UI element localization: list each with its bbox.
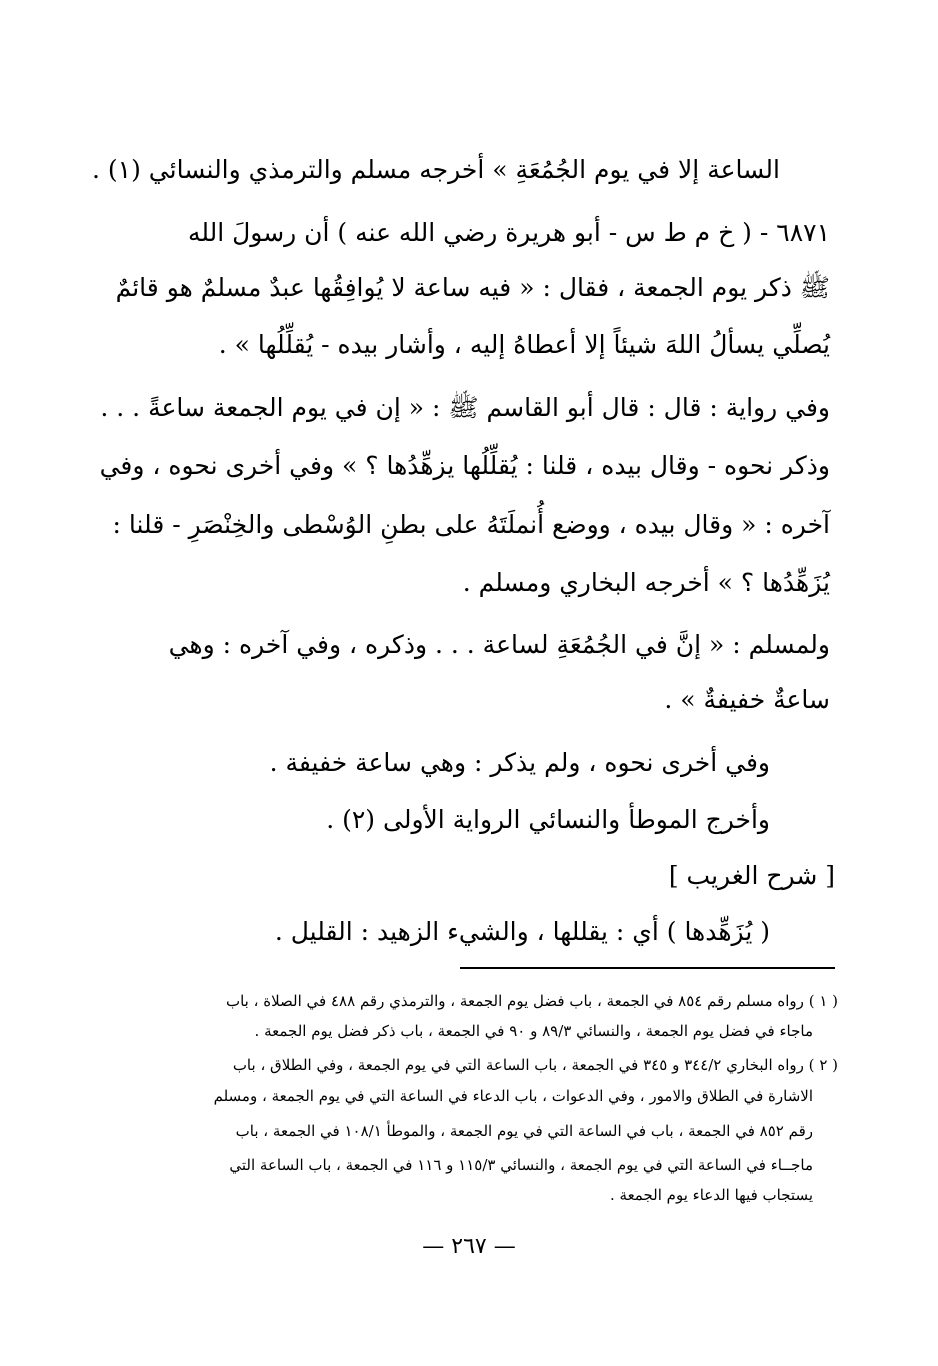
text-line: وأخرج الموطأ والنسائي الرواية الأولى (٢) . [326,805,770,834]
text-line: ولمسلم : « إنَّ في الجُمُعَةِ لساعة . . . وذكره ، وفي آخره : وهي [168,630,830,659]
footnote-line: رقم ٨٥٢ في الجمعة ، باب في الساعة التي في يوم الجمعة ، والموطأ ١٠٨/١ في الجمعة ، باب [235,1122,813,1140]
text-line: يُزَهِّدُها ؟ » أخرجه البخاري ومسلم . [462,568,830,597]
footnote-line: ماجــاء في الساعة التي في يوم الجمعة ، والنسائي ١١٥/٣ و ١١٦ في الجمعة ، باب الساعة التي [229,1156,813,1174]
footnote-divider [460,967,835,969]
text-line: ( يُزَهِّدها ) أي : يقللها ، والشيء الزهيد : القليل . [274,917,770,946]
footnote-line: ماجاء في فضل يوم الجمعة ، والنسائي ٨٩/٣ و ٩٠ في الجمعة ، باب ذكر فضل يوم الجمعة . [254,1022,813,1040]
page-number: — ٢٦٧ — [422,1234,516,1259]
text-line: ساعةٌ خفيفةٌ » . [664,685,830,714]
text-line: آخره : « وقال بيده ، ووضع أُنملَتَهُ على بطنِ الوُسْطى والخِنْصَرِ - قلنا : [112,510,830,539]
footnote-line: يستجاب فيها الدعاء يوم الجمعة . [609,1186,813,1204]
text-line: وفي رواية : قال : قال أبو القاسم ﷺ : « إن في يوم الجمعة ساعةً . . . [100,393,830,422]
section-heading: [ شرح الغريب ] [668,861,835,890]
footnote-line: ( ١ ) رواه مسلم رقم ٨٥٤ في الجمعة ، باب فضل يوم الجمعة ، والترمذي رقم ٤٨٨ في الصلاة ، باب [225,992,838,1010]
footnote-line: ( ٢ ) رواه البخاري ٣٤٤/٢ و ٣٤٥ في الجمعة ، باب الساعة التي في يوم الجمعة ، وفي الطلاق ، باب [232,1056,838,1074]
text-line: وفي أخرى نحوه ، ولم يذكر : وهي ساعة خفيفة . [269,748,770,777]
text-line: ٦٨٧١ - ( خ م ط س - أبو هريرة رضي الله عنه ) أن رسولَ الله [187,218,830,247]
footnote-line: الاشارة في الطلاق والامور ، وفي الدعوات ، باب الدعاء في الساعة التي في يوم الجمعة ، ومسلم [213,1087,813,1105]
text-line: ﷺ ذكر يوم الجمعة ، فقال : « فيه ساعة لا يُوافِقُها عبدٌ مسلمٌ هو قائمٌ [115,273,830,302]
text-line: وذكر نحوه - وقال بيده ، قلنا : يُقلِّلُها يزهِّدُها ؟ » وفي أخرى نحوه ، وفي [99,451,830,480]
text-line: الساعة إلا في يوم الجُمُعَةِ » أخرجه مسلم والترمذي والنسائي (١) . [92,155,780,184]
text-line: يُصلِّي يسألُ اللهَ شيئاً إلا أعطاهُ إليه ، وأشار بيده - يُقلِّلُها » . [218,330,830,359]
